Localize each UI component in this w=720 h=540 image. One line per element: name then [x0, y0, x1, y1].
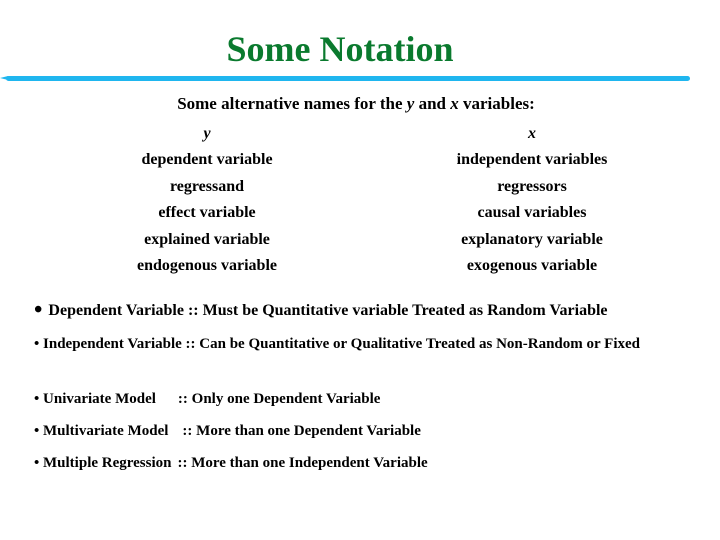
bullet-marker: •: [34, 336, 40, 352]
bullet-marker: •: [34, 297, 43, 323]
heading-text: Some alternative names for the: [177, 94, 407, 113]
multiple-regression-bullet: [34, 453, 428, 473]
multivariate-model-bullet: [34, 421, 421, 441]
bullet-marker: •: [34, 391, 40, 407]
dependent-variable-bullet: [34, 297, 714, 324]
bullet-text: Independent Variable :: Can be Quantitative or Qualitative Treated as Non-Random or Fixed: [43, 336, 640, 352]
heading-y: y: [406, 94, 415, 113]
x-name-item: exogenous variable: [466, 256, 598, 274]
bullet-term: Univariate Model: [43, 391, 156, 407]
y-name-item: regressand: [169, 177, 245, 195]
bullet-description: Only one Dependent Variable: [191, 391, 381, 407]
bullet-separator: ::: [177, 391, 188, 407]
bullet-marker: •: [34, 423, 40, 439]
x-name-item: independent variables: [456, 151, 608, 169]
bullet-description: More than one Dependent Variable: [196, 423, 421, 439]
bullet-marker: •: [34, 455, 40, 471]
y-column-header: y: [203, 125, 211, 142]
x-column-header: x: [528, 125, 536, 142]
bullet-text: Dependent Variable :: Must be Quantitative variable Treated as Random Variable: [48, 302, 608, 319]
x-name-item: explanatory variable: [461, 230, 603, 248]
y-name-item: explained variable: [144, 230, 270, 248]
bullet-description: More than one Independent Variable: [191, 455, 428, 471]
heading-text: and: [414, 94, 451, 113]
heading-text: variables:: [458, 94, 535, 113]
univariate-model-bullet: [34, 389, 380, 409]
x-name-item: causal variables: [477, 204, 587, 222]
bullet-term: Multiple Regression: [43, 455, 172, 471]
y-name-item: endogenous variable: [136, 256, 277, 274]
bullet-separator: ::: [182, 423, 193, 439]
slide-title: Some Notation: [226, 29, 454, 69]
x-names-column: [382, 121, 682, 279]
y-name-item: dependent variable: [141, 151, 273, 169]
bullet-term: Multivariate Model: [43, 423, 169, 439]
y-names-column: [62, 121, 352, 279]
alternative-names-heading: [0, 94, 712, 114]
x-name-item: regressors: [497, 177, 567, 195]
title-underline: [6, 76, 690, 81]
heading-x: x: [450, 94, 459, 113]
y-name-item: effect variable: [158, 204, 256, 222]
independent-variable-bullet: [34, 334, 706, 354]
bullet-separator: ::: [177, 455, 188, 471]
